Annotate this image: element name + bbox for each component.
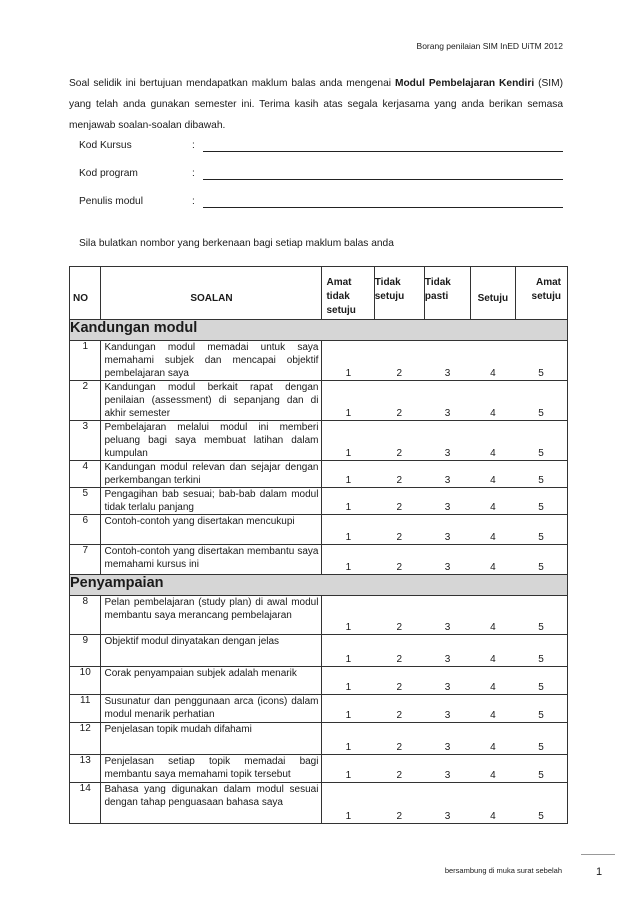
field-label: Kod Kursus [79, 140, 132, 151]
table-row [70, 783, 568, 824]
intro-text-2: (SIM) yang telah anda gunakan semester ini. Terima kasih atas segala kerjasama yang anda berikan semasa menjawab soalan-soalan dibawah. [69, 78, 563, 131]
section-header [70, 320, 568, 341]
section-header [70, 575, 568, 596]
row-number: 2 [70, 381, 101, 421]
intro-text-1: Soal selidik ini bertujuan mendapatkan maklum balas anda mengenai [69, 78, 395, 89]
rating-option-1[interactable]: 1 [322, 783, 374, 824]
question-text: Penjelasan topik mudah difahami [101, 723, 322, 755]
rating-option-4[interactable]: 4 [471, 488, 515, 515]
rating-option-3[interactable]: 3 [424, 635, 470, 667]
rating-option-3[interactable]: 3 [424, 341, 470, 381]
rating-option-5[interactable]: 5 [515, 421, 567, 461]
table-row [70, 341, 568, 381]
rating-option-1[interactable]: 1 [322, 667, 374, 695]
rating-option-1[interactable]: 1 [322, 695, 374, 723]
row-number: 12 [70, 723, 101, 755]
instruction: Sila bulatkan nombor yang berkenaan bagi setiap maklum balas anda [79, 238, 394, 249]
rating-option-1[interactable]: 1 [322, 381, 374, 421]
question-text: Kandungan modul memadai untuk saya memahami subjek dan mencapai objektif pembelajaran saya [101, 341, 322, 381]
rating-option-4[interactable]: 4 [471, 461, 515, 488]
question-text: Contoh-contoh yang disertakan membantu saya memahami kursus ini [101, 545, 322, 575]
rating-option-5[interactable]: 5 [515, 783, 567, 824]
question-text: Pembelajaran melalui modul ini memberi peluang bagi saya membuat latihan dalam kumpulan [101, 421, 322, 461]
rating-option-2[interactable]: 2 [374, 755, 424, 783]
field-colon: : [192, 168, 195, 179]
question-text: Bahasa yang digunakan dalam modul sesuai dengan tahap penguasaan bahasa saya [101, 783, 322, 824]
rating-option-2[interactable]: 2 [374, 515, 424, 545]
question-text: Kandungan modul relevan dan sejajar dengan perkembangan terkini [101, 461, 322, 488]
rating-option-4[interactable]: 4 [471, 596, 515, 635]
form-title: Borang penilaian SIM InED UiTM 2012 [416, 41, 563, 51]
row-number: 10 [70, 667, 101, 695]
field-input-line[interactable] [203, 207, 563, 208]
rating-option-1[interactable]: 1 [322, 341, 374, 381]
rating-option-4[interactable]: 4 [471, 515, 515, 545]
rating-option-1[interactable]: 1 [322, 515, 374, 545]
header-scale-4: Setuju [471, 267, 515, 320]
header-scale-5: Amat setuju [515, 267, 567, 320]
rating-option-2[interactable]: 2 [374, 695, 424, 723]
rating-option-4[interactable]: 4 [471, 723, 515, 755]
rating-option-4[interactable]: 4 [471, 783, 515, 824]
rating-option-1[interactable]: 1 [322, 723, 374, 755]
rating-option-3[interactable]: 3 [424, 723, 470, 755]
table-row [70, 755, 568, 783]
rating-option-4[interactable]: 4 [471, 421, 515, 461]
question-text: Corak penyampaian subjek adalah menarik [101, 667, 322, 695]
rating-option-4[interactable]: 4 [471, 341, 515, 381]
table-row [70, 667, 568, 695]
row-number: 6 [70, 515, 101, 545]
row-number: 4 [70, 461, 101, 488]
rating-option-2[interactable]: 2 [374, 723, 424, 755]
question-text: Penjelasan setiap topik memadai bagi membantu saya memahami topik tersebut [101, 755, 322, 783]
field-label: Penulis modul [79, 196, 143, 207]
questionnaire-table [69, 266, 568, 824]
row-number: 8 [70, 596, 101, 635]
rating-option-3[interactable]: 3 [424, 695, 470, 723]
table-row [70, 635, 568, 667]
rating-option-5[interactable]: 5 [515, 515, 567, 545]
rating-option-3[interactable]: 3 [424, 545, 470, 575]
rating-option-5[interactable]: 5 [515, 695, 567, 723]
rating-option-2[interactable]: 2 [374, 381, 424, 421]
rating-option-2[interactable]: 2 [374, 783, 424, 824]
rating-option-5[interactable]: 5 [515, 381, 567, 421]
table-row [70, 695, 568, 723]
rating-option-5[interactable]: 5 [515, 723, 567, 755]
rating-option-5[interactable]: 5 [515, 545, 567, 575]
table-row [70, 421, 568, 461]
table-row [70, 461, 568, 488]
rating-option-2[interactable]: 2 [374, 635, 424, 667]
table-row [70, 381, 568, 421]
rating-option-3[interactable]: 3 [424, 596, 470, 635]
field-kod-program[interactable] [69, 168, 563, 182]
row-number: 13 [70, 755, 101, 783]
rating-option-3[interactable]: 3 [424, 381, 470, 421]
rating-option-3[interactable]: 3 [424, 488, 470, 515]
header-scale-2: Tidak setuju [374, 267, 424, 320]
rating-option-2[interactable]: 2 [374, 461, 424, 488]
header-no: NO [70, 267, 101, 320]
table-header-row [70, 267, 568, 320]
rating-option-5[interactable]: 5 [515, 667, 567, 695]
page-number: 1 [596, 866, 603, 878]
rating-option-1[interactable]: 1 [322, 596, 374, 635]
rating-option-5[interactable]: 5 [515, 461, 567, 488]
row-number: 9 [70, 635, 101, 667]
rating-option-1[interactable]: 1 [322, 545, 374, 575]
table-row [70, 596, 568, 635]
header-scale-3: Tidak pasti [424, 267, 470, 320]
row-number: 14 [70, 783, 101, 824]
rating-option-1[interactable]: 1 [322, 755, 374, 783]
question-text: Pelan pembelajaran (study plan) di awal modul membantu saya merancang pembelajaran [101, 596, 322, 635]
rating-option-3[interactable]: 3 [424, 667, 470, 695]
section-title: Kandungan modul [70, 320, 568, 341]
intro-paragraph [69, 73, 563, 136]
table-row [70, 515, 568, 545]
section-title: Penyampaian [70, 575, 568, 596]
rating-option-1[interactable]: 1 [322, 461, 374, 488]
rating-option-3[interactable]: 3 [424, 421, 470, 461]
rating-option-4[interactable]: 4 [471, 667, 515, 695]
rating-option-2[interactable]: 2 [374, 488, 424, 515]
row-number: 5 [70, 488, 101, 515]
continued-note: bersambung di muka surat sebelah [444, 866, 562, 875]
rating-option-3[interactable]: 3 [424, 755, 470, 783]
rating-option-5[interactable]: 5 [515, 488, 567, 515]
table-row [70, 723, 568, 755]
question-text: Kandungan modul berkait rapat dengan penilaian (assessment) di sepanjang dan di akhir semester [101, 381, 322, 421]
rating-option-4[interactable]: 4 [471, 635, 515, 667]
field-colon: : [192, 140, 195, 151]
field-input-line[interactable] [203, 179, 563, 180]
rating-option-2[interactable]: 2 [374, 596, 424, 635]
field-colon: : [192, 196, 195, 207]
row-number: 1 [70, 341, 101, 381]
table-row [70, 545, 568, 575]
rating-option-2[interactable]: 2 [374, 341, 424, 381]
page-rule [581, 854, 615, 855]
field-kod-kursus[interactable] [69, 140, 563, 154]
rating-option-1[interactable]: 1 [322, 421, 374, 461]
rating-option-2[interactable]: 2 [374, 545, 424, 575]
rating-option-3[interactable]: 3 [424, 461, 470, 488]
intro-bold: Modul Pembelajaran Kendiri [394, 78, 535, 89]
rating-option-1[interactable]: 1 [322, 635, 374, 667]
question-text: Pengagihan bab sesuai; bab-bab dalam modul tidak terlalu panjang [101, 488, 322, 515]
field-input-line[interactable] [203, 151, 563, 152]
table-row [70, 488, 568, 515]
rating-option-2[interactable]: 2 [374, 667, 424, 695]
field-penulis-modul[interactable] [69, 196, 563, 210]
field-label: Kod program [79, 168, 138, 179]
header-soalan: SOALAN [101, 267, 322, 320]
rating-option-3[interactable]: 3 [424, 783, 470, 824]
row-number: 7 [70, 545, 101, 575]
question-text: Objektif modul dinyatakan dengan jelas [101, 635, 322, 667]
rating-option-4[interactable]: 4 [471, 545, 515, 575]
rating-option-5[interactable]: 5 [515, 341, 567, 381]
question-text: Contoh-contoh yang disertakan mencukupi [101, 515, 322, 545]
row-number: 3 [70, 421, 101, 461]
row-number: 11 [70, 695, 101, 723]
rating-option-4[interactable]: 4 [471, 755, 515, 783]
rating-option-5[interactable]: 5 [515, 596, 567, 635]
rating-option-4[interactable]: 4 [471, 381, 515, 421]
rating-option-5[interactable]: 5 [515, 635, 567, 667]
rating-option-3[interactable]: 3 [424, 515, 470, 545]
rating-option-1[interactable]: 1 [322, 488, 374, 515]
rating-option-2[interactable]: 2 [374, 421, 424, 461]
rating-option-4[interactable]: 4 [471, 695, 515, 723]
rating-option-5[interactable]: 5 [515, 755, 567, 783]
header-scale-1: Amat tidak setuju [322, 267, 374, 320]
question-text: Susunatur dan penggunaan arca (icons) dalam modul menarik perhatian [101, 695, 322, 723]
